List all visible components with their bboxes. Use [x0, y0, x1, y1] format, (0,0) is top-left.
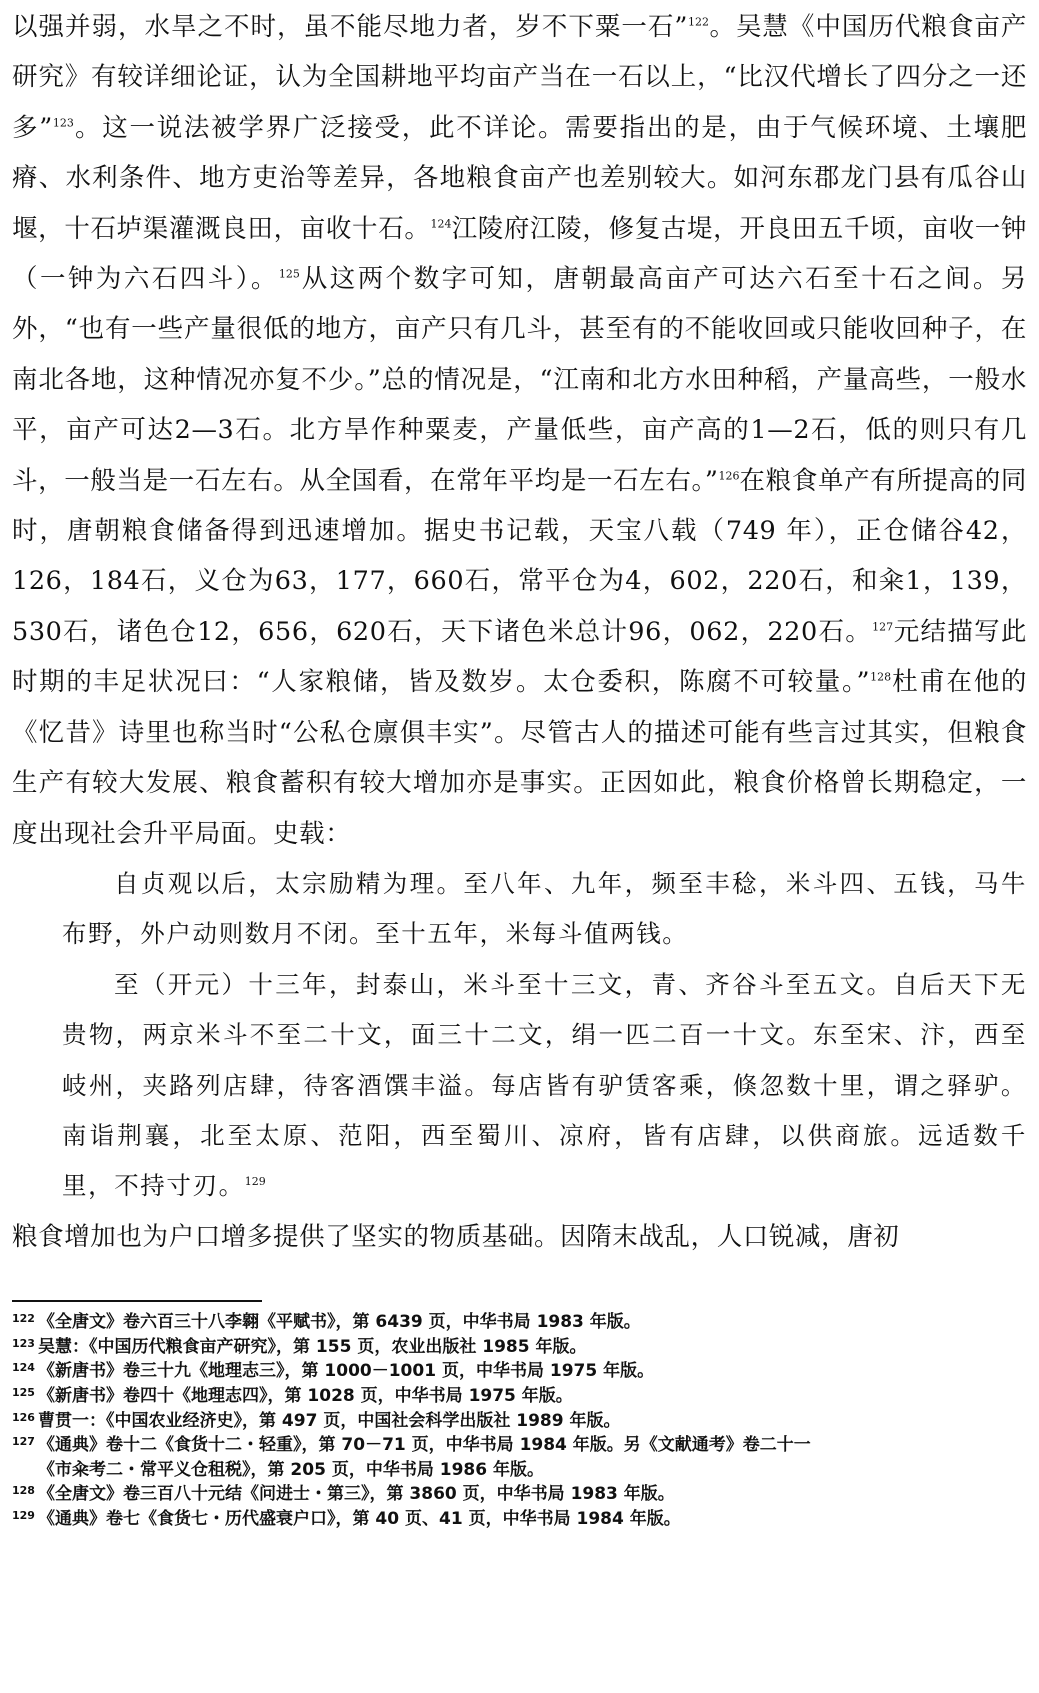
footnote-124 — [12, 1359, 1027, 1384]
footnote-ref-126[interactable]: 126 — [718, 469, 740, 483]
footnote-ref-129[interactable]: 129 — [244, 1175, 266, 1189]
footnote-ref-125[interactable]: 125 — [278, 267, 300, 281]
text-segment: 。这一说法被学界广泛接受，此不详论。需要指出的是，由于气候环境、土壤肥瘠、水利条件、地方吏治等差异，各地粮食亩产也差别较大。如河东郡龙门县有瓜谷山堰，十石垆渠灌溉良田，亩收十石。 — [12, 112, 1027, 244]
text-segment: 。吴慧《中国历代粮食亩产研究》有较详细论证，认为全国耕地平均亩产当在一石以上，“比汉代增长了四分之一还多” — [12, 12, 1028, 143]
footnote-129 — [12, 1507, 1027, 1532]
footnote-number: 122 — [12, 1312, 35, 1326]
footnote-ref-128[interactable]: 128 — [870, 670, 892, 684]
footnote-ref-127[interactable]: 127 — [872, 620, 894, 634]
footnote-ref-122[interactable]: 122 — [688, 15, 710, 29]
footnote-text: 《市籴考二・常平义仓租税》，第 205 页，中华书局 1986 年版。 — [38, 1459, 544, 1480]
footnote-number: 124 — [12, 1361, 35, 1375]
footnote-number: 123 — [12, 1336, 35, 1350]
quote-paragraph-2 — [62, 960, 1027, 1212]
footnote-divider — [12, 1300, 262, 1302]
quote-paragraph-1: 自贞观以后，太宗励精为理。至八年、九年，频至丰稔，米斗四、五钱，马牛布野，外户动则数月不闭。至十五年，米每斗值两钱。 — [62, 868, 1027, 949]
footnote-text: 曹贯一：《中国农业经济史》，第 497 页，中国社会科学出版社 1989 年版。 — [38, 1410, 621, 1431]
footnote-text: 《新唐书》卷四十《地理志四》，第 1028 页，中华书局 1975 年版。 — [38, 1385, 573, 1406]
footnotes — [12, 1310, 1027, 1531]
footnote-127 — [12, 1433, 1027, 1458]
footnote-text: 吴慧：《中国历代粮食亩产研究》，第 155 页，农业出版社 1985 年版。 — [38, 1336, 587, 1357]
block-quote — [12, 859, 1027, 1212]
footnote-125 — [12, 1384, 1027, 1409]
footnote-number: 127 — [12, 1435, 35, 1449]
footnote-122 — [12, 1310, 1027, 1335]
footnote-ref-124[interactable]: 124 — [430, 217, 452, 231]
continuation-line: 粮食增加也为户口增多提供了坚实的物质基础。因隋末战乱，人口锐减，唐初 — [12, 1221, 900, 1252]
footnote-number: 126 — [12, 1410, 35, 1424]
quote-paragraph-2-text: 至（开元）十三年，封泰山，米斗至十三文，青、齐谷斗至五文。自后天下无贵物，两京米斗不至二十文，面三十二文，绢一匹二百一十文。东至宋、汴，西至岐州，夹路列店肆，待客酒馔丰溢。每店皆有驴赁客乘，倏忽数十里，谓之驿驴。南诣荆襄，北至太原、范阳，西至蜀川、凉府，皆有店肆，以供商旅。远适数千里，不持寸刃。 — [62, 969, 1027, 1201]
footnote-128 — [12, 1482, 1027, 1507]
main-paragraph — [12, 0, 1027, 859]
footnote-number: 129 — [12, 1508, 35, 1522]
footnote-text: 《新唐书》卷三十九《地理志三》，第 1000－1001 页，中华书局 1975 年版。 — [38, 1361, 655, 1382]
footnote-text: 《全唐文》卷六百三十八李翱《平赋书》，第 6439 页，中华书局 1983 年版。 — [38, 1312, 641, 1333]
text-segment: 从这两个数字可知，唐朝最高亩产可达六石至十石之间。另外，“也有一些产量很低的地方，亩产只有几斗，甚至有的不能收回或只能收回种子，在南北各地，这种情况亦复不少。”总的情况是，“江南和北方水田种稻，产量高些，一般水平，亩产可达2—3石。北方旱作种粟麦，产量低些，亩产高的1—2石，低的则只有几斗，一般当是一石左右。从全国看，在常年平均是一石左右。” — [12, 264, 1027, 496]
footnote-number: 125 — [12, 1385, 35, 1399]
text-segment: 元结描写此时期的丰足状况曰：“人家粮储，皆及数岁。太仓委积，陈腐不可较量。” — [12, 616, 1027, 698]
document-page — [12, 0, 1027, 1532]
footnote-127-continued — [12, 1458, 1027, 1483]
footnote-123 — [12, 1335, 1027, 1360]
footnote-text: 《通典》卷十二《食货十二・轻重》，第 70－71 页，中华书局 1984 年版。另《文献通考》卷二十一 — [38, 1435, 811, 1456]
footnote-number: 128 — [12, 1484, 35, 1498]
text-segment: 江陵府江陵，修复古堤，开良田五千顷，亩收一钟（一钟为六石四斗）。 — [12, 213, 1027, 295]
footnote-text: 《通典》卷七《食货七・历代盛衰户口》，第 40 页、41 页，中华书局 1984 年版。 — [38, 1508, 681, 1529]
footnote-ref-123[interactable]: 123 — [52, 116, 74, 130]
text-segment: 在粮食单产有所提高的同时，唐朝粮食储备得到迅速增加。据史书记载，天宝八载（749 年），正仓储谷42，126，184石，义仓为63，177，660石，常平仓为4，602，220石，和籴1，139，530石，诸色仓12，656，620石，天下诸色米总计96，062，220石。 — [12, 465, 1027, 647]
text-segment: 杜甫在他的《忆昔》诗里也称当时“公私仓廪俱丰实”。尽管古人的描述可能有些言过其实，但粮食生产有较大发展、粮食蓄积有较大增加亦是事实。正因如此，粮食价格曾长期稳定，一度出现社会升平局面。史载： — [12, 667, 1027, 849]
text-segment: 以强并弱，水旱之不时，虽不能尽地力者，岁不下粟一石” — [12, 12, 689, 42]
footnote-text: 《全唐文》卷三百八十元结《问进士・第三》，第 3860 页，中华书局 1983 年版。 — [38, 1484, 675, 1505]
footnote-126 — [12, 1409, 1027, 1434]
